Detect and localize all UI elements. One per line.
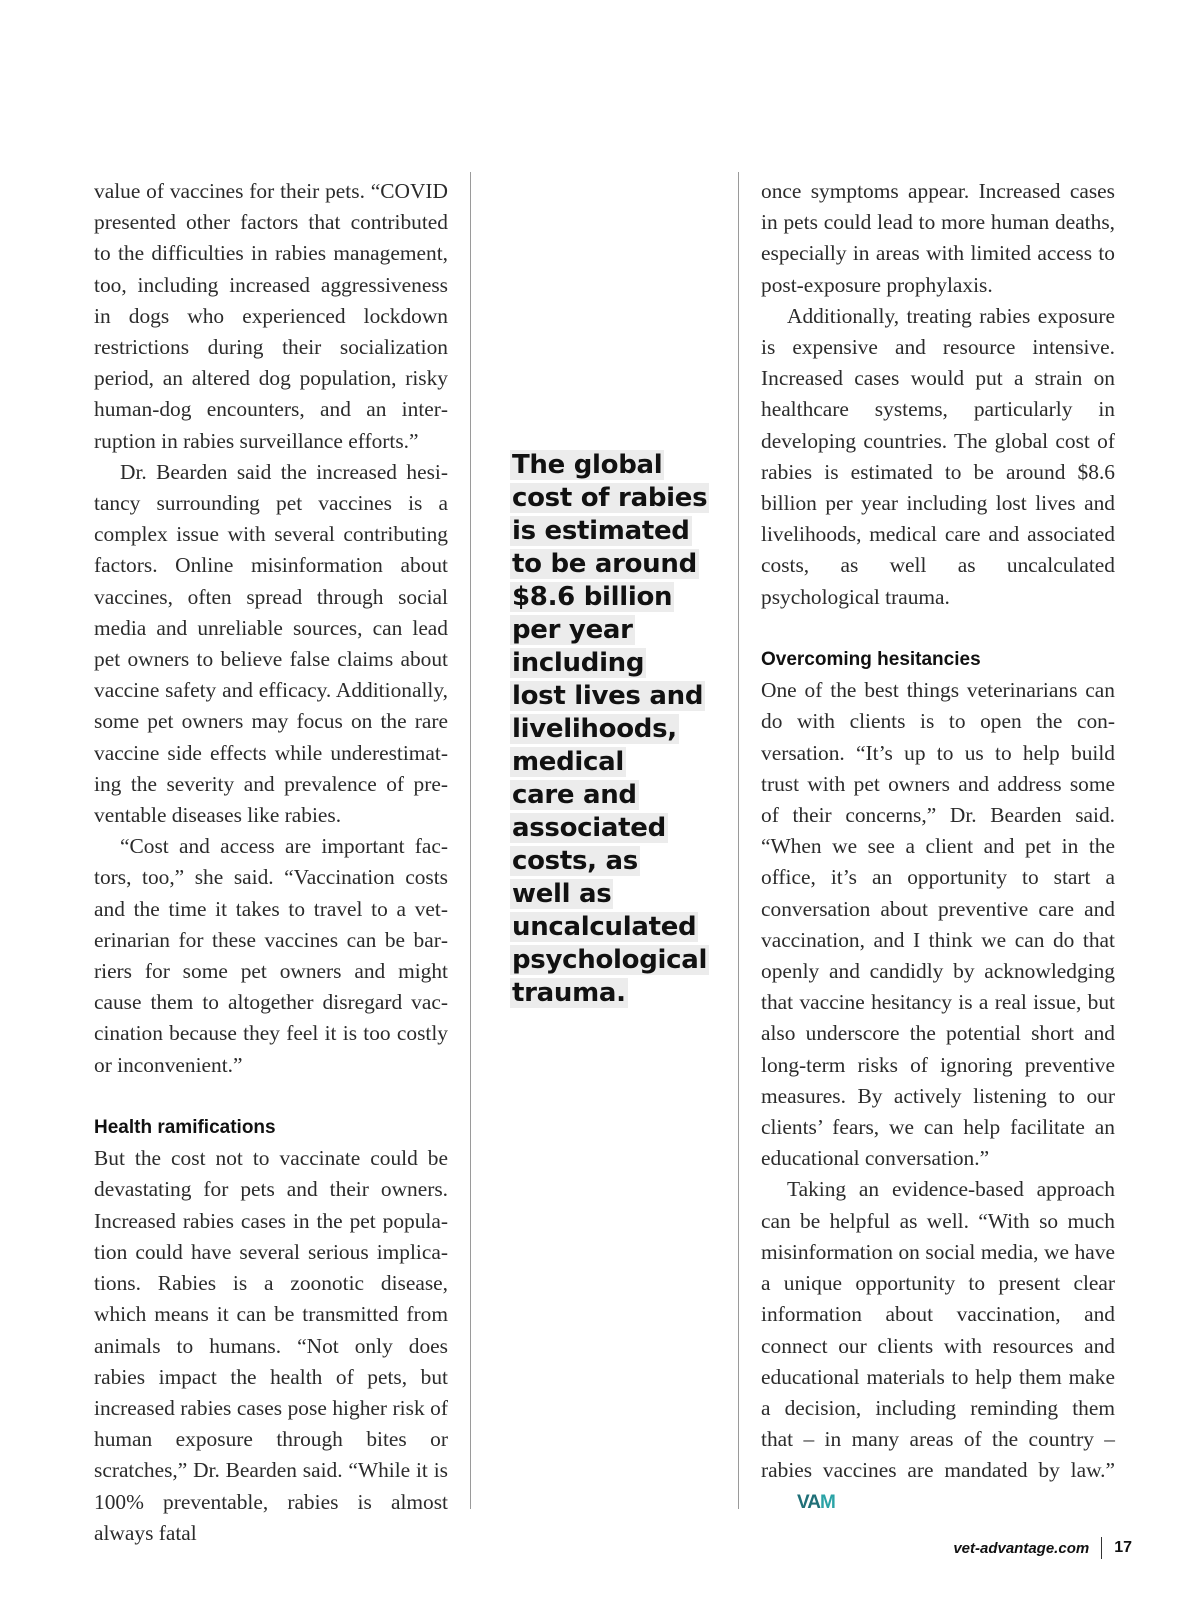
pull-quote: [510, 449, 710, 1010]
paragraph: Additionally, treating rabies exposure is expensive and resource intensive. Increased cases would put a strain on healthcare systems, particularly in developing countries. The global cost of rabies is estimated to be around $8.6 billion per year including lost lives and livelihoods, medical care and associated costs, as well as uncalculated psychological trauma.: [761, 303, 1115, 609]
pull-quote-line: including: [512, 648, 645, 678]
pull-quote-line: medical: [512, 747, 625, 777]
pull-quote-line: per year: [512, 615, 633, 645]
left-column: [94, 176, 448, 1549]
pull-quote-line: The global: [512, 450, 663, 480]
spacer: [94, 1081, 448, 1112]
paragraph-text: One of the best things veterinarians can do with clients is to open the conversation. “It’s up to us to help build trust with pet owners and address some of their concerns,” Dr. Bearden said. “When we see a client and pet in the office, it’s an opportunity to start a conversation about preventive care and vaccination, and I think we can do that openly and candidly by acknowledging that vaccine hesitancy is a real issue, but also underscore the potential short and long-term risks of ignoring preventive measures. By actively listening to our clients’ fears, we can help facilitate an educational conversation.”: [761, 678, 1115, 1171]
paragraph-text: Taking an evidence-based approach can be helpful as well. “With so much misinformation on social media, we have a unique opportunity to present clear information about vaccination, and connect our clients with resources and educational materials to help them make a decision, including reminding them that – in many areas of the country – rabies vaccines are mandated by law.”: [761, 1177, 1115, 1483]
vam-logo: [771, 1487, 835, 1518]
right-column: [761, 176, 1115, 1518]
pull-quote-line: lost lives and: [512, 681, 704, 711]
pull-quote-line: costs, as: [512, 846, 638, 876]
column-divider: [470, 172, 471, 1509]
page-number: 17: [1114, 1539, 1132, 1556]
pull-quote-line: livelihoods,: [512, 714, 677, 744]
paragraph: But the cost not to vaccinate could be devastating for pets and their owners. Increased rabies cases in the pet population could have several serious implications. Rabies is a zoonotic disease, which means it can be transmitted from animals to humans. “Not only does rabies impact the health of pets, but increased rabies cases pose higher risk of human exposure through bites or scratches,” Dr. Bearden said. “While it is 100% preventable, rabies is almost always fatal: [94, 1146, 448, 1545]
page-footer: [953, 1537, 1132, 1559]
column-divider: [738, 172, 739, 1509]
section-heading: Health ramifications: [94, 1117, 276, 1139]
logo-va-text: VA: [797, 1491, 820, 1513]
pull-quote-line: associated: [512, 813, 666, 843]
pull-quote-line: psychological: [512, 945, 708, 975]
paragraph: Dr. Bearden said the increased hesitancy surrounding pet vaccines is a complex issue with several contributing factors. Online misinformation about vaccines, often spread through social media and unreliable sources, can lead pet owners to believe false claims about vaccine safety and efficacy. Additionally, some pet owners may focus on the rare vaccine side effects while underestimating the severity and prevalence of preventable diseases like rabies.: [94, 459, 448, 828]
website-link[interactable]: vet-advantage.com: [953, 1539, 1090, 1557]
pull-quote-line: well as: [512, 879, 612, 909]
paragraph: “Cost and access are important factors, too,” she said. “Vaccination costs and the time it takes to travel to a veterinarian for these vaccines can be barriers for some pet owners and might cause them to altogether disregard vaccination because they feel it is too costly or inconvenient.”: [94, 834, 448, 1077]
pull-quote-line: to be around: [512, 549, 697, 579]
paragraph: once symptoms appear. Increased cases in pets could lead to more human deaths, especially in areas with limited access to post-exposure prophylaxis.: [761, 179, 1115, 297]
pull-quote-line: trauma.: [512, 978, 626, 1008]
pull-quote-line: $8.6 billion: [512, 582, 673, 612]
footer-divider: [1101, 1537, 1102, 1559]
pull-quote-line: care and: [512, 780, 637, 810]
pull-quote-line: cost of rabies: [512, 483, 708, 513]
section-heading: Overcoming hesitancies: [761, 649, 981, 671]
pull-quote-line: uncalculated: [512, 912, 697, 942]
spacer: [761, 613, 1115, 644]
paragraph: [761, 1174, 1115, 1517]
logo-m-text: M: [819, 1491, 835, 1513]
pull-quote-line: is estimated: [512, 516, 690, 546]
paragraph: value of vaccines for their pets. “COVID presented other factors that contributed to the difficulties in rabies management, too, including increased aggressiveness in dogs who experienced lockdown restrictions during their socialization period, an altered dog population, risky human-dog encounters, and an interruption in rabies surveillance efforts.”: [94, 179, 448, 453]
paragraph: [761, 675, 1115, 1174]
